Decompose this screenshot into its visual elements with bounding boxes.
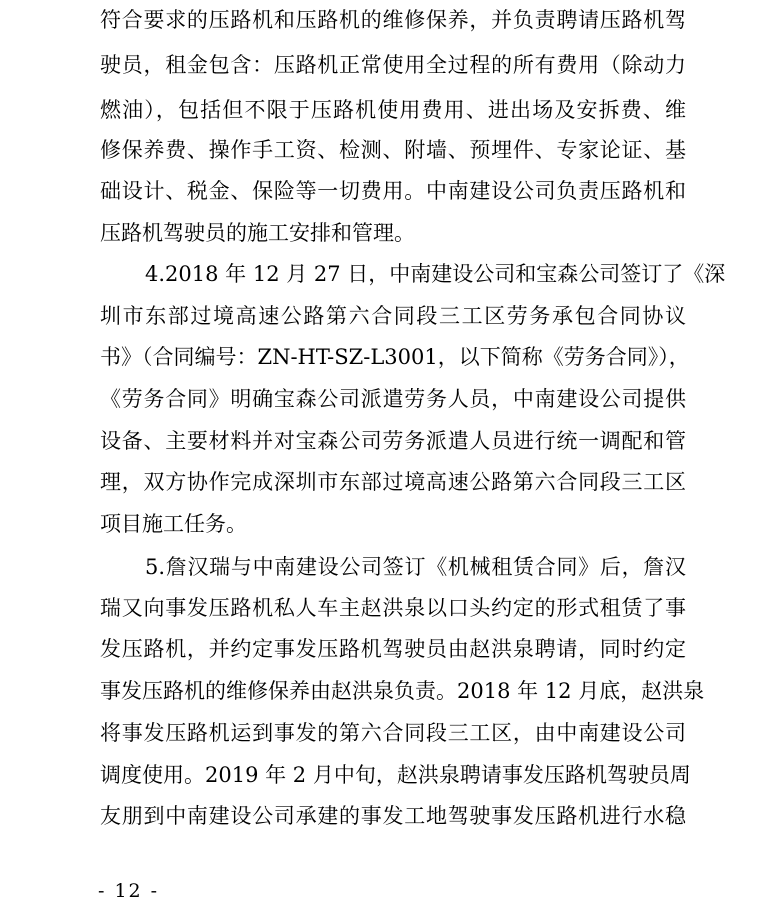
text-line: 符合要求的压路机和压路机的维修保养，并负责聘请压路机驾: [100, 8, 686, 32]
text-line: 驶员，租金包含：压路机正常使用全过程的所有费用（除动力: [100, 53, 686, 77]
paragraph-start-line: 4.2018 年 12 月 27 日，中南建设公司和宝森公司签订了《深: [145, 262, 726, 286]
text-line: 将事发压路机运到事发的第六合同段三工区，由中南建设公司: [100, 721, 686, 745]
page-number: - 12 -: [98, 880, 160, 902]
text-line: 友朋到中南建设公司承建的事发工地驾驶事发压路机进行水稳: [100, 804, 686, 828]
text-line: 《劳务合同》明确宝森公司派遣劳务人员，中南建设公司提供: [100, 387, 686, 411]
text-line: 圳市东部过境高速公路第六合同段三工区劳务承包合同协议: [100, 304, 686, 328]
text-line: 事发压路机的维修保养由赵洪泉负责。2018 年 12 月底，赵洪泉: [100, 679, 705, 703]
text-line: 修保养费、操作手工资、检测、附墙、预埋件、专家论证、基: [100, 138, 686, 162]
text-line: 书》（合同编号：ZN-HT-SZ-L3001，以下简称《劳务合同》），: [100, 345, 690, 369]
text-line: 发压路机，并约定事发压路机驾驶员由赵洪泉聘请，同时约定: [100, 637, 686, 661]
text-line: 理，双方协作完成深圳市东部过境高速公路第六合同段三工区: [100, 470, 686, 494]
paragraph-start-line: 5.詹汉瑞与中南建设公司签订《机械租赁合同》后，詹汉: [145, 555, 686, 579]
text-line: 调度使用。2019 年 2 月中旬，赵洪泉聘请事发压路机驾驶员周: [100, 763, 691, 787]
text-line: 压路机驾驶员的施工安排和管理。: [100, 221, 415, 245]
text-line: 项目施工任务。: [100, 512, 247, 536]
text-line: 设备、主要材料并对宝森公司劳务派遣人员进行统一调配和管: [100, 429, 686, 453]
text-line: 燃油），包括但不限于压路机使用费用、进出场及安拆费、维: [100, 98, 686, 122]
text-line: 瑞又向事发压路机私人车主赵洪泉以口头约定的形式租赁了事: [100, 596, 686, 620]
text-line: 础设计、税金、保险等一切费用。中南建设公司负责压路机和: [100, 179, 686, 203]
